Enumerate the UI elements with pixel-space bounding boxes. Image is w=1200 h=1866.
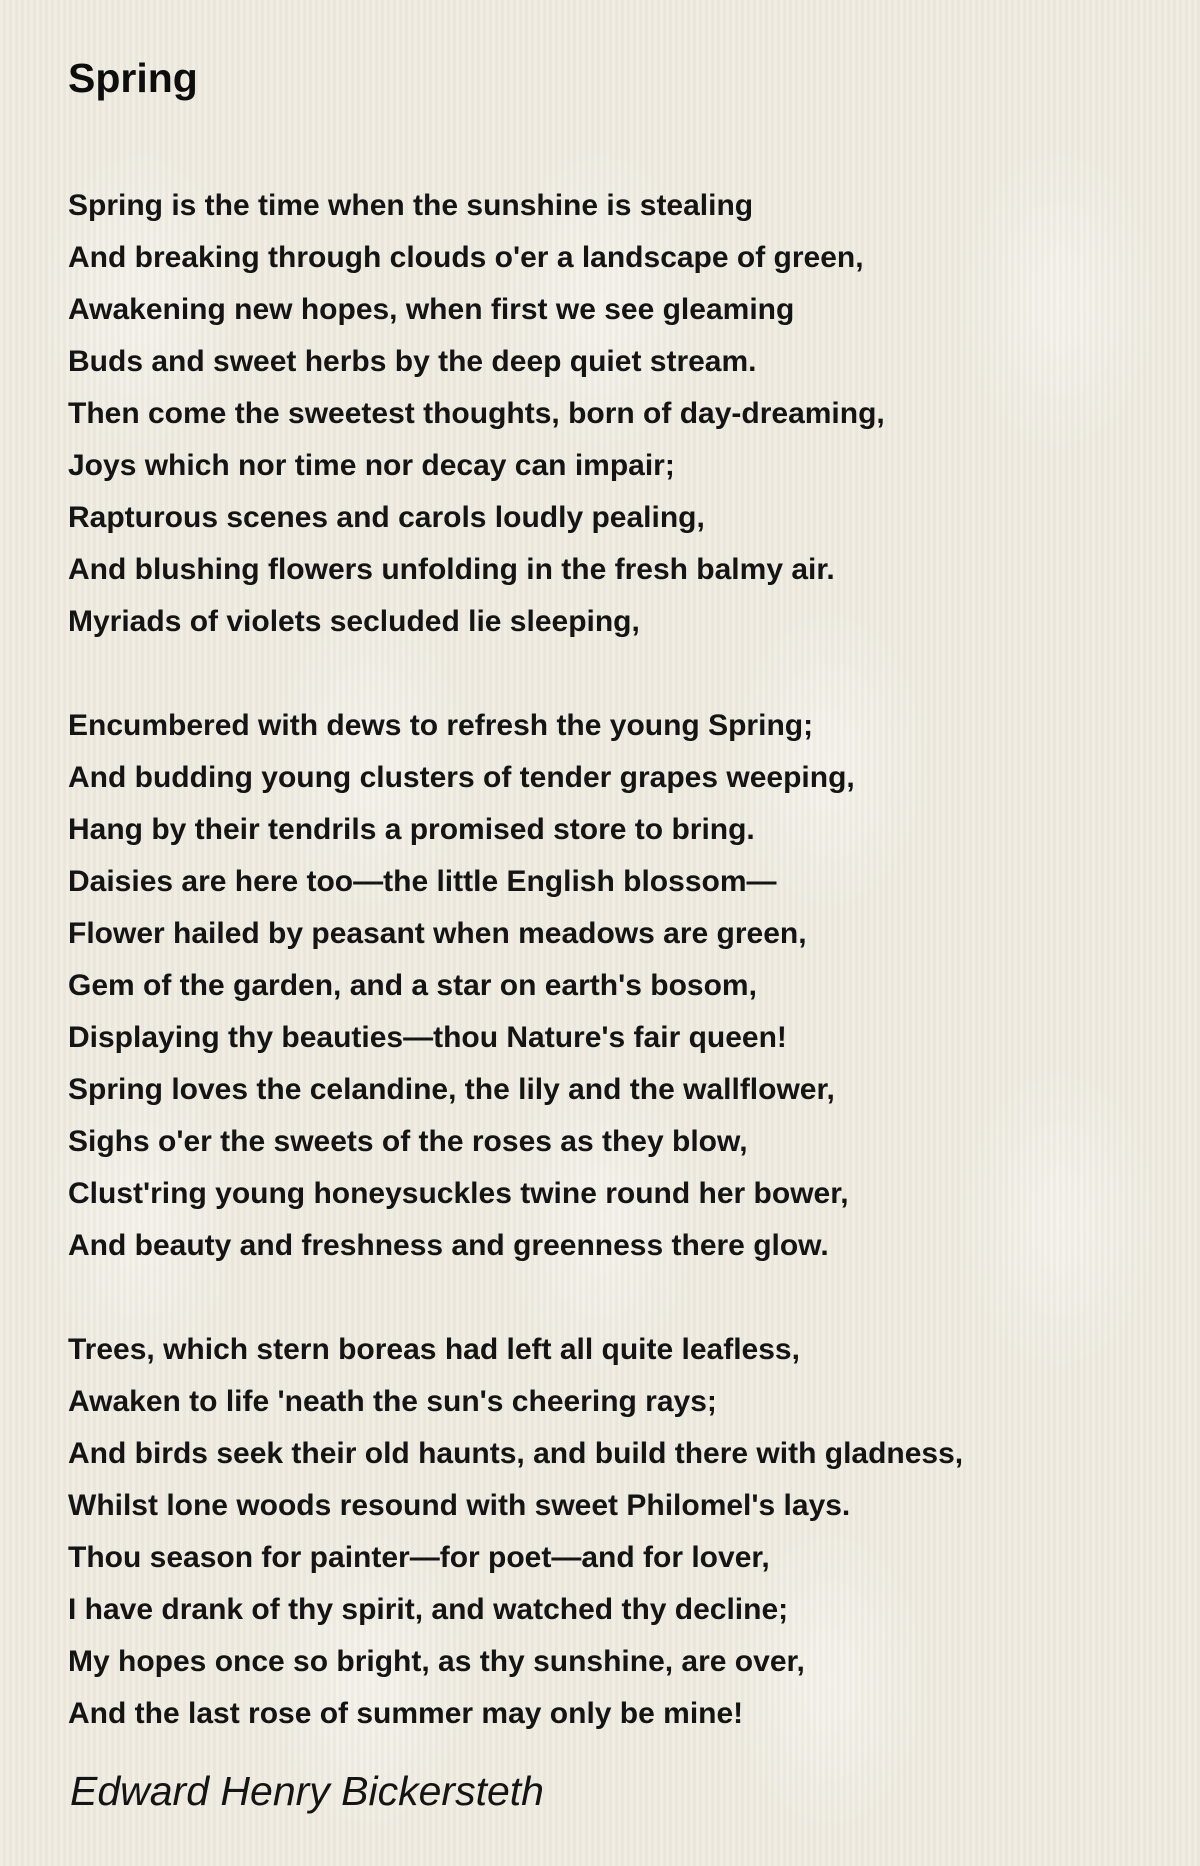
poem-line: Displaying thy beauties—thou Nature's fair queen! [68,1021,787,1054]
poem-line: And beauty and freshness and greenness there glow. [68,1229,829,1262]
poem-line: Gem of the garden, and a star on earth's bosom, [68,969,757,1002]
poem-body [68,180,1168,1740]
poem-line: And birds seek their old haunts, and build there with gladness, [68,1437,964,1470]
poem-line: Awakening new hopes, when first we see gleaming [68,293,795,326]
poem-line: Buds and sweet herbs by the deep quiet stream. [68,345,757,378]
poem-title: Spring [68,55,198,101]
poem-line: Whilst lone woods resound with sweet Philomel's lays. [68,1489,851,1522]
poem-line: Encumbered with dews to refresh the young Spring; [68,709,814,742]
poem-line: Sighs o'er the sweets of the roses as they blow, [68,1125,748,1158]
poem-card [68,50,1168,1792]
poem-line: Trees, which stern boreas had left all quite leafless, [68,1333,800,1366]
poem-line: Spring loves the celandine, the lily and the wallflower, [68,1073,835,1106]
poem-line: Spring is the time when the sunshine is stealing [68,189,754,222]
poem-line: Awaken to life 'neath the sun's cheering rays; [68,1385,717,1418]
poem-line: Flower hailed by peasant when meadows are green, [68,917,807,950]
stanza [68,700,1168,1272]
poem-line: Then come the sweetest thoughts, born of day-dreaming, [68,397,885,430]
stanza [68,180,1168,648]
poem-line: And blushing flowers unfolding in the fresh balmy air. [68,553,835,586]
poem-line: And breaking through clouds o'er a landscape of green, [68,241,864,274]
poem-line: Hang by their tendrils a promised store to bring. [68,813,755,846]
poem-line: Thou season for painter—for poet—and for lover, [68,1541,770,1574]
poem-line: Clust'ring young honeysuckles twine round her bower, [68,1177,849,1210]
poem-line: Daisies are here too—the little English blossom— [68,865,777,898]
poem-author: Edward Henry Bickersteth [70,1768,544,1814]
poem-line: My hopes once so bright, as thy sunshine, are over, [68,1645,805,1678]
poem-line: Rapturous scenes and carols loudly pealing, [68,501,705,534]
poem-line: I have drank of thy spirit, and watched thy decline; [68,1593,789,1626]
poem-line: And budding young clusters of tender grapes weeping, [68,761,855,794]
poem-line: And the last rose of summer may only be mine! [68,1697,744,1730]
stanza [68,1324,1168,1740]
poem-line: Joys which nor time nor decay can impair; [68,449,675,482]
poem-line: Myriads of violets secluded lie sleeping, [68,605,640,638]
